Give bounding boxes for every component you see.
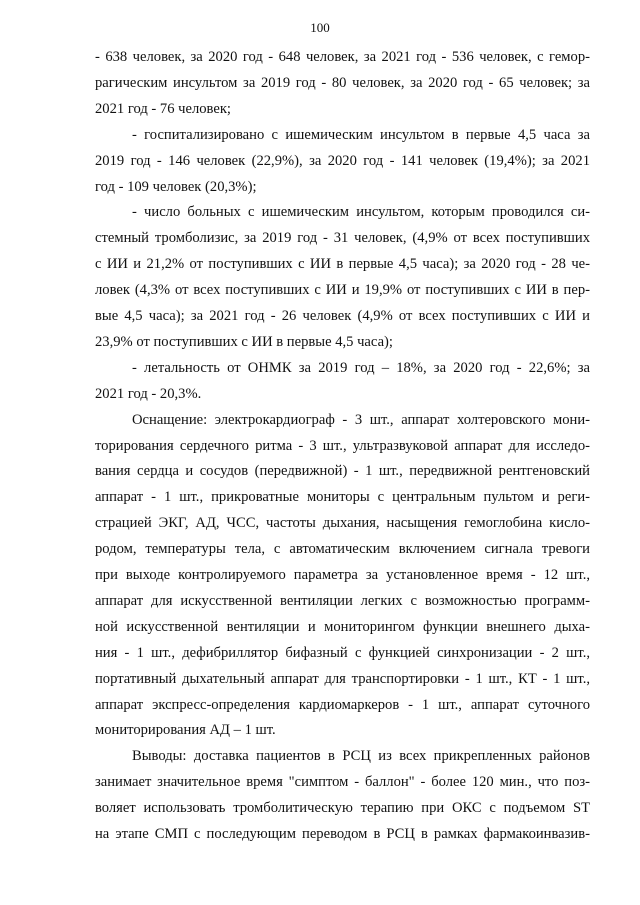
text-line: Оснащение: электрокардиограф - 3 шт., аппарат холтеровского мони- <box>132 411 590 428</box>
text-line: год - 109 человек (20,3%); <box>95 178 257 195</box>
text-line: вания сердца и сосудов (передвижной) - 1 шт., передвижной рентгеновский <box>95 463 590 480</box>
text-line: Выводы: доставка пациентов в РСЦ из всех прикрепленных районов <box>132 748 590 765</box>
text-line: занимает значительное время "симптом - баллон" - более 120 мин., что поз- <box>95 774 590 791</box>
text-line: аппарат - 1 шт., прикроватные мониторы с центральным пультом и реги- <box>95 489 590 506</box>
page-number: 100 <box>310 20 330 35</box>
text-line: 2021 год - 76 человек; <box>95 100 231 117</box>
text-line: вые 4,5 часа); за 2021 год - 26 человек (4,9% от всех поступивших с ИИ и <box>95 308 590 324</box>
text-line: стемный тромболизис, за 2019 год - 31 человек, (4,9% от всех поступивших <box>95 230 590 247</box>
text-line: 2019 год - 146 человек (22,9%), за 2020 год - 141 человек (19,4%); за 2021 <box>95 152 590 169</box>
text-line: - летальность от ОНМК за 2019 год – 18%, за 2020 год - 22,6%; за <box>132 359 590 376</box>
text-line: - 638 человек, за 2020 год - 648 человек, за 2021 год - 536 человек, с гемор- <box>95 49 590 65</box>
text-line: ния - 1 шт., дефибриллятор бифазный с функцией синхронизации - 2 шт., <box>95 644 590 661</box>
text-line: рагическим инсультом за 2019 год - 80 человек, за 2020 год - 65 человек; за <box>95 74 590 91</box>
text-line: мониторирования АД – 1 шт. <box>95 722 276 739</box>
text-line: аппарат экспресс-определения кардиомаркеров - 1 шт., аппарат суточного <box>95 696 590 713</box>
text-line: аппарат для искусственной вентиляции легких с возможностью программ- <box>95 592 590 609</box>
text-line: - госпитализировано с ишемическим инсультом в первые 4,5 часа за <box>132 126 590 143</box>
text-line: торирования сердечного ритма - 3 шт., ультразвуковой аппарат для исследо- <box>95 437 590 454</box>
text-line: 23,9% от поступивших с ИИ в первые 4,5 часа); <box>95 333 393 350</box>
text-line: 2021 год - 20,3%. <box>95 385 202 402</box>
text-line: на этапе СМП с последующим переводом в РСЦ в рамках фармакоинвазив- <box>95 826 590 842</box>
text-line: ной искусственной вентиляции и мониторингом функции внешнего дыха- <box>95 618 590 635</box>
text-line: - число больных с ишемическим инсультом, которым проводился си- <box>132 204 590 221</box>
text-line: при выходе контролируемого параметра за установленное время - 12 шт., <box>95 567 590 583</box>
text-line: страцией ЭКГ, АД, ЧСС, частоты дыхания, насыщения гемоглобина кисло- <box>95 515 590 532</box>
text-line: родом, температуры тела, с автоматическим включением сигнала тревоги <box>95 541 590 558</box>
text-line: портативный дыхательный аппарат для транспортировки - 1 шт., КТ - 1 шт., <box>95 670 590 687</box>
text-line: воляет использовать тромболитическую терапию при ОКС с подъемом ST <box>95 800 590 817</box>
text-line: с ИИ и 21,2% от поступивших с ИИ в первые 4,5 часа); за 2020 год - 28 че- <box>95 256 590 273</box>
text-line: ловек (4,3% от всех поступивших с ИИ и 19,9% от поступивших с ИИ в пер- <box>95 282 590 299</box>
